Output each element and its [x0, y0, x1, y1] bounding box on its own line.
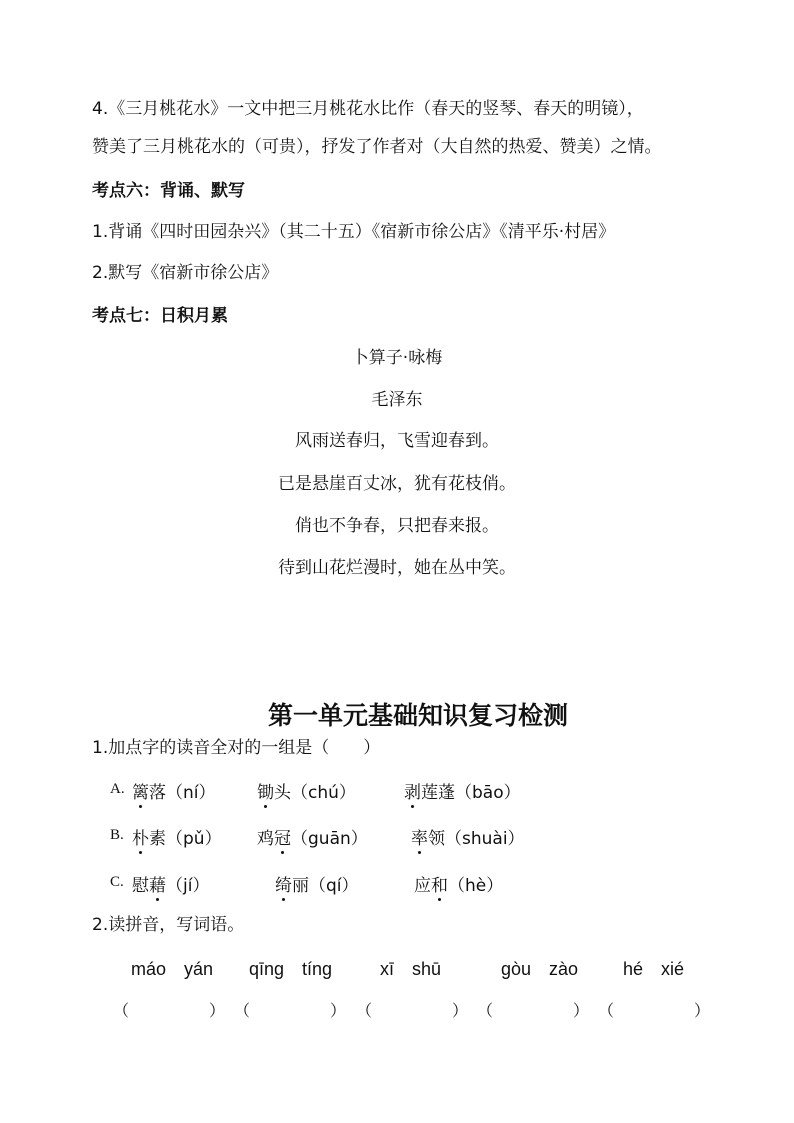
- answer-blank[interactable]: （ ）: [477, 1001, 590, 1020]
- option-label: A.: [110, 781, 125, 797]
- option-word: [404, 778, 521, 803]
- dotted-char: 剥: [404, 778, 421, 803]
- kp6-heading: 考点六：背诵、默写: [92, 181, 245, 201]
- kp7-heading: 考点七：日积月累: [92, 306, 228, 326]
- dotted-char: 绮: [275, 871, 292, 896]
- poem-line: 风雨送春归，飞雪迎春到。: [295, 431, 499, 451]
- word-part: 慰: [132, 876, 149, 896]
- answer-blank[interactable]: （ ）: [356, 1001, 469, 1020]
- word-part: （hè）: [448, 876, 504, 896]
- option-word: [132, 871, 209, 896]
- poem-line: 已是悬崖百丈冰，犹有花枝俏。: [278, 474, 516, 494]
- q2-stem: 2.读拼音，写词语。: [92, 915, 245, 935]
- poem-line: 待到山花烂漫时，她在丛中笑。: [278, 558, 516, 578]
- word-part: 丽（qí）: [292, 876, 359, 896]
- q1-option-b: [0, 824, 794, 850]
- option-word: [132, 778, 216, 803]
- poem-title: 卜算子·咏梅: [351, 348, 443, 368]
- option-word: [414, 871, 503, 896]
- answer-blank[interactable]: （ ）: [234, 1001, 347, 1020]
- dotted-char: 篱: [132, 778, 149, 803]
- word-part: （jí）: [166, 876, 210, 896]
- option-word: [275, 871, 359, 896]
- dotted-char: 冠: [274, 824, 291, 849]
- option-label: B.: [110, 827, 124, 843]
- option-word: [411, 824, 525, 849]
- test-title: 第一单元基础知识复习检测: [268, 701, 569, 730]
- dotted-char: 朴: [132, 824, 149, 849]
- option-label: C.: [110, 874, 124, 890]
- pinyin-word: xī shū: [380, 959, 442, 979]
- word-part: （guān）: [291, 829, 368, 849]
- pinyin-word: máo yán: [131, 959, 214, 979]
- word-part: 领（shuài）: [428, 829, 525, 849]
- q1-stem: 1.加点字的读音全对的一组是（ ）: [92, 738, 381, 758]
- kp6-item2: 2.默写《宿新市徐公店》: [92, 263, 279, 283]
- poem-line: 俏也不争春，只把春来报。: [295, 516, 499, 536]
- option-word: [132, 824, 222, 849]
- dotted-char: 和: [431, 871, 448, 896]
- kp5-item4-line1: 4.《三月桃花水》一文中把三月桃花水比作（春天的竖琴、春天的明镜），: [92, 99, 644, 119]
- pinyin-word: gòu zào: [501, 959, 579, 979]
- word-part: 应: [414, 876, 431, 896]
- word-part: 莲蓬（bāo）: [421, 783, 521, 803]
- word-part: 头（chú）: [274, 783, 356, 803]
- q1-option-c: [0, 871, 794, 897]
- word-part: 落（ní）: [149, 783, 216, 803]
- option-word: [257, 824, 368, 849]
- answer-blank[interactable]: （ ）: [113, 1001, 226, 1020]
- word-part: 鸡: [257, 829, 274, 849]
- dotted-char: 率: [411, 824, 428, 849]
- dotted-char: 藉: [149, 871, 166, 896]
- pinyin-word: hé xié: [623, 959, 685, 979]
- poem-author: 毛泽东: [371, 390, 423, 410]
- pinyin-word: qīng tíng: [249, 959, 333, 979]
- option-word: [257, 778, 356, 803]
- q1-option-a: [0, 778, 794, 804]
- word-part: 素（pǔ）: [149, 829, 222, 849]
- kp6-item1: 1.背诵《四时田园杂兴》（其二十五）《宿新市徐公店》《清平乐·村居》: [92, 222, 616, 242]
- answer-blank[interactable]: （ ）: [598, 1001, 711, 1020]
- kp5-item4-line2: 赞美了三月桃花水的（可贵），抒发了作者对（大自然的热爱、赞美）之情。: [92, 137, 662, 157]
- dotted-char: 锄: [257, 778, 274, 803]
